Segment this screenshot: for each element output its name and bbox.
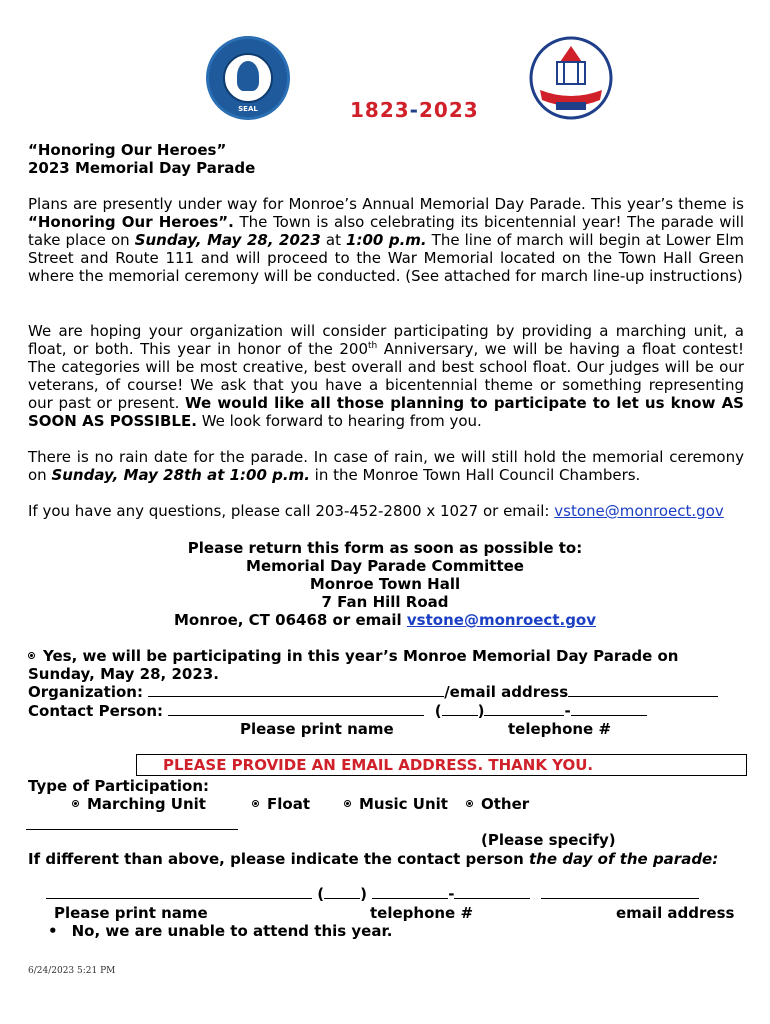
dayof-number-field[interactable] <box>454 885 530 899</box>
town-seal-logo <box>206 36 290 120</box>
option-marching-unit[interactable]: Marching Unit <box>72 795 206 813</box>
specify-caption: (Please specify) <box>481 831 616 849</box>
doc-title <box>28 141 744 177</box>
participation-type-label: Type of Participation: <box>28 777 210 795</box>
phone-number-field[interactable] <box>571 702 647 716</box>
bullet-icon: • <box>48 922 58 940</box>
seal-label: SEAL <box>238 105 258 113</box>
option-other[interactable]: Other <box>466 795 529 813</box>
dayof-area-code-field[interactable] <box>324 885 360 899</box>
title-event: 2023 Memorial Day Parade <box>28 159 256 177</box>
organization-field[interactable] <box>148 683 444 697</box>
return-email-link[interactable]: vstone@monroect.gov <box>406 611 597 629</box>
telephone-caption: telephone # <box>508 720 612 738</box>
dayof-email-caption: email address <box>616 904 735 922</box>
paragraph-participation: We are hoping your organization will consider participating by providing a marching unit, a float, or both. This year in honor of the 200th Anniversary, we will be having a float contest! The categories will be most creative, best overall and best school float. Our judges will be our veterans, of course! We ask that you have a bicentennial theme or something representing our past or present. We would like all those planning to participate to let us know AS SOON AS POSSIBLE. We look forward to hearing from you. <box>28 322 745 430</box>
bicentennial-years: 1823-2023 <box>350 98 479 122</box>
contact-person-field[interactable] <box>168 702 424 716</box>
dayof-prefix-field[interactable] <box>372 885 448 899</box>
dayof-contact-row: ( ) - <box>46 885 699 903</box>
return-address: Please return this form as soon as possible to: Memorial Day Parade Committee Monroe Town Hall 7 Fan Hill Road Monroe, CT 06468 or email vstone@monroect.gov <box>173 539 597 629</box>
title-theme: “Honoring Our Heroes” <box>28 141 227 159</box>
dayof-name-field[interactable] <box>46 885 312 899</box>
contact-row: Contact Person: ( ) - <box>28 702 647 720</box>
yes-participating: Yes, we will be participating in this year’s Monroe Memorial Day Parade on Sunday, May 28, 2023. <box>28 647 679 683</box>
different-contact-label: If different than above, please indicate the contact person the day of the parade: <box>28 850 719 868</box>
option-music-unit[interactable]: Music Unit <box>344 795 448 813</box>
dayof-name-caption: Please print name <box>54 904 208 922</box>
town-seal-center <box>223 53 273 103</box>
phone-prefix-field[interactable] <box>484 702 564 716</box>
email-field[interactable] <box>568 683 718 697</box>
dayof-email-field[interactable] <box>541 885 699 899</box>
yes-checkbox[interactable] <box>28 652 35 659</box>
print-timestamp: 6/24/2023 5:21 PM <box>28 966 116 976</box>
option-float[interactable]: Float <box>252 795 310 813</box>
email-notice-box: PLEASE PROVIDE AN EMAIL ADDRESS. THANK YOU. <box>136 754 747 776</box>
dayof-telephone-caption: telephone # <box>370 904 474 922</box>
paragraph-questions: If you have any questions, please call 203-452-2800 x 1027 or email: vstone@monroect.gov <box>28 502 724 520</box>
paragraph-rain: There is no rain date for the parade. In case of rain, we will still hold the memorial ceremony on Sunday, May 28th at 1:00 p.m. in the Monroe Town Hall Council Chambers. <box>28 448 744 484</box>
bicentennial-logo <box>522 32 620 124</box>
contact-email-link[interactable]: vstone@monroect.gov <box>554 502 724 520</box>
other-specify-field[interactable] <box>26 829 238 830</box>
not-attending[interactable]: • No, we are unable to attend this year. <box>48 922 393 940</box>
organization-row: Organization: /email address <box>28 683 718 701</box>
paragraph-plans: Plans are presently under way for Monroe’s Annual Memorial Day Parade. This year’s theme is “Honoring Our Heroes”. The Town is also celebrating its bicentennial year! The parade will take place on Sunday, May 28, 2023 at 1:00 p.m. The line of march will begin at Lower Elm Street and Route 111 and will proceed to the War Memorial located on the Town Hall Green where the memorial ceremony will be conducted. (See attached for march line-up instructions) <box>28 195 744 285</box>
area-code-field[interactable] <box>442 702 478 716</box>
print-name-caption: Please print name <box>240 720 394 738</box>
